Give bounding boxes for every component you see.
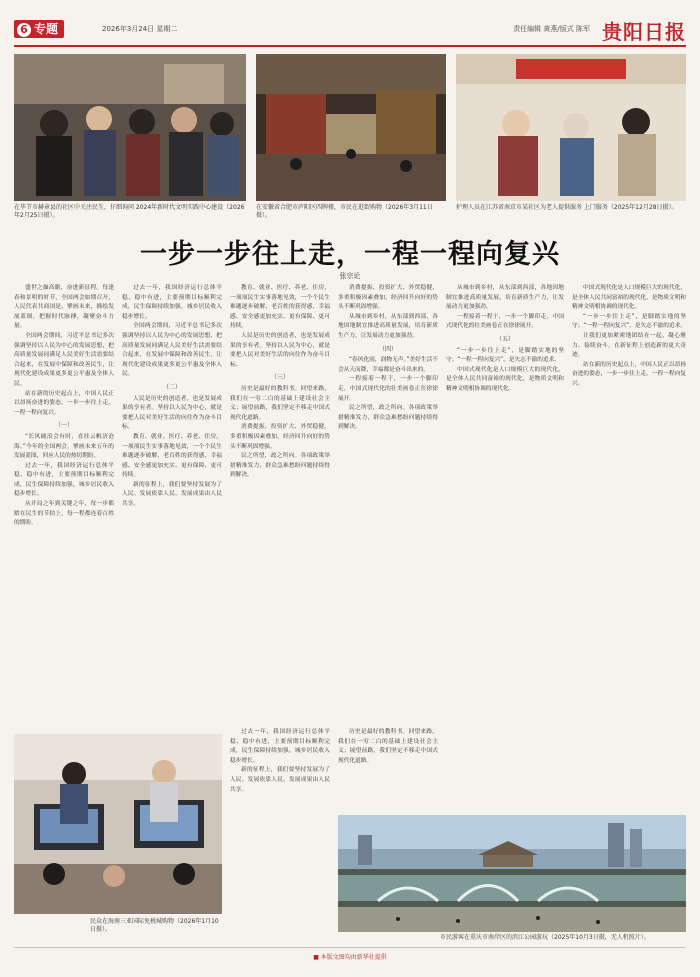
paragraph: 从城市到乡村，从东部到西部，各地因地制宜推进高质量发展，培育新质生产力，让发展动力更加强劲。: [338, 313, 438, 339]
paragraph: 站在新的历史起点上，中国人民正以昂扬奋进的姿态，一步一步往上走，一程一程向复兴。: [572, 361, 686, 387]
paragraph: “一步一步往上走”，是脚踏实地的坚守；“一程一程向复兴”，是矢志不渝的追求。: [446, 347, 564, 364]
section-number: 6: [17, 23, 31, 37]
article-byline: 张宗论: [339, 272, 361, 280]
paragraph: “春风化雨，润物无声。”美好生活不会从天而降，幸福都是奋斗出来的。: [338, 357, 438, 373]
paragraph: 一程接着一程干，一步一个脚印走，中国式现代化的壮美画卷正在徐徐展开。: [446, 313, 564, 330]
paragraph: 过去一年，我国经济运行总体平稳、稳中有进，主要预期目标顺利完成，民生保障持续加强，城乡居民收入稳步增长。: [122, 285, 222, 320]
paragraph: 历史是最好的教科书。回望来路，我们在一穷二白的基础上建设社会主义；展望前路，我们坚定不移走中国式现代化道路。: [338, 729, 438, 764]
section-mark: （三）: [270, 374, 289, 382]
paragraph: 从开局之年到关键之年，每一步都踏在民生的节拍上，每一程都连着百姓的期盼。: [14, 501, 114, 527]
paragraph: 全国两会期间，习近平总书记多次强调坚持以人民为中心的发展思想，把高质量发展同满足人民美好生活需要结合起来，在发展中保障和改善民生，让现代化建设成果更多更公平惠及全体人民。: [14, 332, 114, 387]
paragraph: 新的征程上，我们要坚持发展为了人民、发展依靠人民、发展成果由人民共享。: [230, 767, 330, 793]
photo-community-visit: [14, 54, 246, 201]
body-column-7: [230, 728, 330, 936]
caption-photo-3: 护理人员在江苏省南京市某社区为老人提供服务 上门服务（2025年12月28日摄）。: [456, 204, 678, 211]
paragraph: 民之所望，政之所向。各项政策举措精准发力，群众急难愁盼问题持续得到解决。: [338, 405, 438, 431]
caption-photo-5: 市民游客在重庆市南岸区的滨江公园游玩（2025年10月3日摄，无人机照片）。: [440, 934, 650, 941]
paragraph: 过去一年，我国经济运行总体平稳、稳中有进，主要预期目标顺利完成，民生保障持续加强，城乡居民收入稳步增长。: [230, 729, 330, 764]
photo-elderly-care: [456, 54, 686, 201]
section-mark: （二）: [162, 383, 181, 391]
paragraph: 历史是最好的教科书。回望来路，我们在一穷二白的基础上建设社会主义；展望前路，我们坚定不移走中国式现代化道路。: [230, 385, 330, 421]
body-column-5: [446, 284, 564, 724]
body-column-2: [122, 284, 222, 724]
paragraph: 教育、就业、医疗、养老、住房，一项项民生实事落地见效，一个个民生难题逐步破解，老百姓的获得感、幸福感、安全感更加充实、更有保障、更可持续。: [122, 433, 222, 479]
editors-credit: 责任编辑 黄燕/版式 陈军: [513, 25, 590, 33]
newspaper-logo: 贵阳日报: [602, 20, 686, 44]
paragraph: 消费提振、投资扩大、外贸稳健，多重积极因素叠加，经济回升向好的势头不断巩固增强。: [230, 424, 330, 450]
body-column-6: [572, 284, 686, 724]
paragraph: 民之所望，政之所向。各项政策举措精准发力，群众急难愁盼问题持续得到解决。: [230, 453, 330, 479]
paragraph: 一程接着一程干，一步一个脚印走，中国式现代化的壮美画卷正在徐徐展开。: [338, 376, 438, 402]
paragraph: 人民是历史的创造者，也是发展成果的享有者。坚持以人民为中心，就是要把人民对美好生活的向往作为奋斗目标。: [230, 332, 330, 368]
section-mark: （一）: [54, 422, 73, 430]
paragraph: 站在新的历史起点上，中国人民正以昂扬奋进的姿态，一步一步往上走，一程一程向复兴。: [14, 390, 114, 416]
dateline: 2026年3月24日 星期二: [102, 25, 178, 33]
page-footer: ■ 本版文图均由新华社提供: [313, 954, 387, 961]
paragraph: 新的征程上，我们要坚持发展为了人民、发展依靠人民、发展成果由人民共享。: [122, 481, 222, 508]
paragraph: 教育、就业、医疗、养老、住房，一项项民生实事落地见效，一个个民生难题逐步破解，老百姓的获得感、幸福感、安全感更加充实、更有保障、更可持续。: [230, 285, 330, 330]
footer-rule: [14, 947, 686, 948]
section-mark: （四）: [378, 345, 397, 353]
header-rule: [14, 45, 686, 47]
photo-shopping-street: [256, 54, 446, 201]
body-column-4: [338, 284, 438, 724]
paragraph: “一步一步往上走”，是脚踏实地的坚守；“一程一程向复兴”，是矢志不渝的追求。: [572, 313, 686, 330]
paragraph: 中国式现代化是人口规模巨大的现代化，是全体人民共同富裕的现代化，是物质文明和精神文明相协调的现代化。: [446, 366, 564, 392]
body-column-3: [230, 284, 330, 724]
paragraph: 全国两会期间，习近平总书记多次强调坚持以人民为中心的发展思想，把高质量发展同满足人民美好生活需要结合起来，在发展中保障和改善民生，让现代化建设成果更多更公平惠及全体人民。: [122, 323, 222, 378]
body-column-1: [14, 284, 114, 724]
paragraph: 从城市到乡村，从东部到西部，各地因地制宜推进高质量发展，培育新质生产力，让发展动力更加强劲。: [446, 285, 564, 311]
paragraph: 消费提振、投资扩大、外贸稳健，多重积极因素叠加，经济回升向好的势头不断巩固增强。: [338, 285, 438, 311]
caption-photo-2: 在安徽省合肥市庐阳区四牌楼，市民在逛街购物（2026年3月11日摄）。: [256, 204, 433, 219]
caption-photo-1: 在毕节市赫章县的社区中关注民生，仔细询问 2024年新时代文明实践中心建设（2026年2月25日摄）。: [14, 204, 245, 219]
article-headline: 一步一步往上走，一程一程向复兴: [140, 239, 560, 270]
paragraph: 盛世之巅高瞻，奋进新征程。每逢春和景明的时节，全国两会如期召开，人民代表共商国是、擘画未来，描绘发展蓝图，把握时代脉搏，凝聚奋斗力量。: [14, 285, 114, 330]
section-mark: （五）: [495, 335, 514, 343]
section-label: 专题: [34, 22, 59, 36]
paragraph: 中国式现代化是人口规模巨大的现代化，是全体人民共同富裕的现代化，是物质文明和精神文明相协调的现代化。: [572, 285, 686, 311]
photo-duty-free-shopping: [14, 734, 222, 914]
paragraph: 过去一年，我国经济运行总体平稳、稳中有进，主要预期目标顺利完成，民生保障持续加强，城乡居民收入稳步增长。: [14, 462, 114, 498]
paragraph: 人民是历史的创造者，也是发展成果的享有者。坚持以人民为中心，就是要把人民对美好生活的向往作为奋斗目标。: [122, 395, 222, 431]
paragraph: 让我们更加紧密地团结在一起，凝心聚力、接续奋斗，在新征程上创造新的更大奇迹。: [572, 332, 686, 359]
paragraph: “长风破浪会有时，直挂云帆济沧海。”今年的全国两会，擘画未来五年的发展蓝图，回应人民的热切期盼。: [14, 433, 114, 460]
caption-photo-4: 民众在海南三亚国际免税城购物（2026年1月10日摄）。: [90, 918, 219, 933]
body-column-8: [338, 728, 438, 812]
section-badge: [14, 20, 64, 38]
photo-riverside-park: [338, 815, 686, 932]
